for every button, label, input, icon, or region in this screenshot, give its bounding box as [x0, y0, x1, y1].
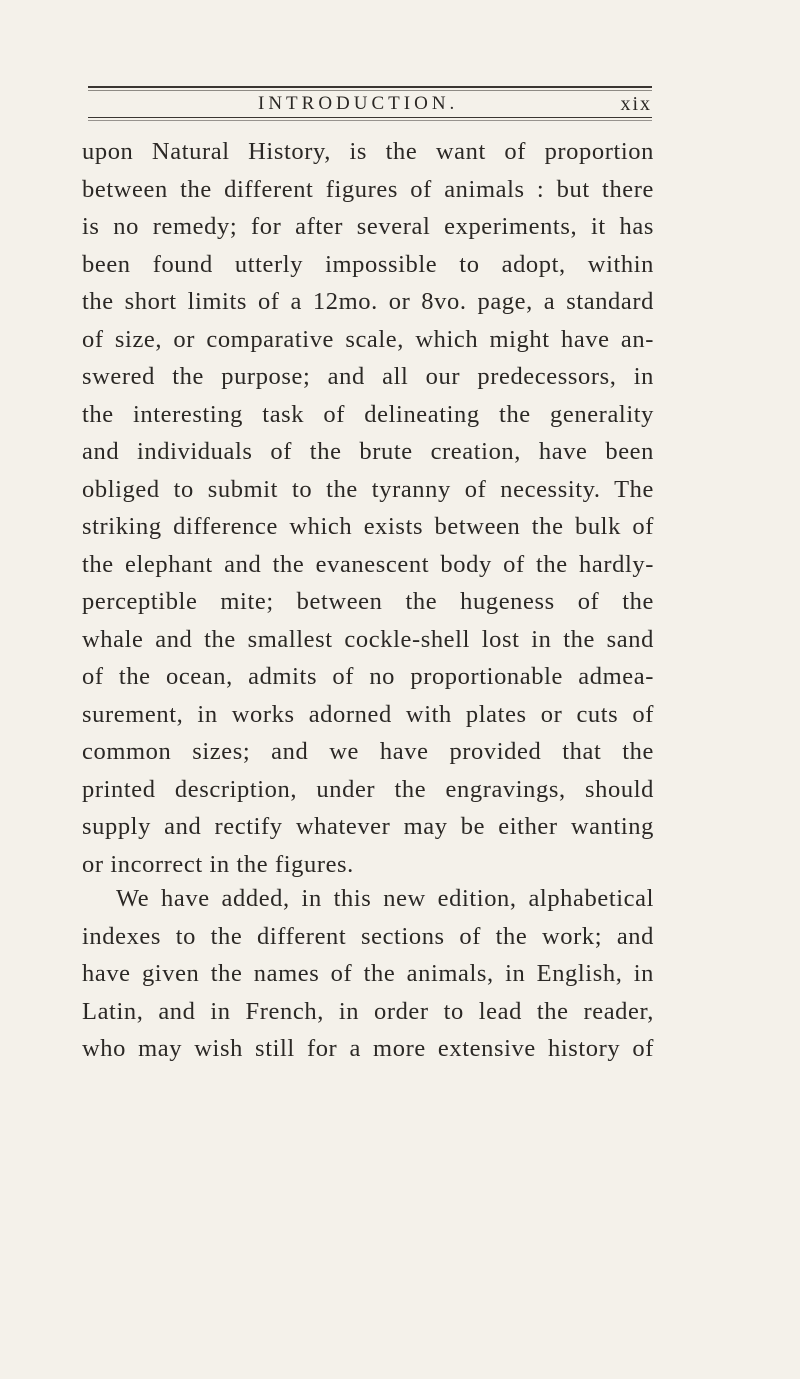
- text-line: Latin, and in French, in order to lead the reader,: [82, 997, 654, 1025]
- text-line: We have added, in this new edition, alphabetical: [116, 885, 654, 912]
- text-line: have given the names of the animals, in English, in: [82, 960, 654, 987]
- text-line: perceptible mite; between the hugeness of the: [82, 588, 654, 615]
- text-line: whale and the smallest cockle-shell lost in the sand: [82, 625, 654, 653]
- text-line: and individuals of the brute creation, have been: [82, 438, 654, 465]
- text-line: is no remedy; for after several experiments, it has: [82, 213, 654, 240]
- running-head: [88, 92, 652, 116]
- text-line: between the different figures of animals : but there: [82, 175, 654, 203]
- text-line: who may wish still for a more extensive history of: [82, 1035, 654, 1062]
- text-line: obliged to submit to the tyranny of necessity. The: [82, 475, 654, 503]
- text-line: surement, in works adorned with plates or cuts of: [82, 700, 654, 728]
- text-line: or incorrect in the figures.: [82, 850, 354, 878]
- page-number: xix: [620, 93, 652, 115]
- text-line: striking difference which exists between the bulk of: [82, 513, 654, 540]
- text-line: the elephant and the evanescent body of the hardly-: [82, 550, 654, 578]
- header-rule-top: [88, 86, 652, 88]
- text-line: of size, or comparative scale, which might have an-: [82, 325, 654, 353]
- text-line: common sizes; and we have provided that the: [82, 738, 654, 765]
- text-line: indexes to the different sections of the work; and: [82, 922, 654, 950]
- text-line: of the ocean, admits of no proportionable admea-: [82, 663, 654, 690]
- text-line: supply and rectify whatever may be either wanting: [82, 813, 654, 840]
- paragraph-1: [82, 133, 654, 883]
- text-line: swered the purpose; and all our predecessors, in: [82, 363, 654, 390]
- running-title: INTRODUCTION.: [258, 93, 459, 114]
- text-line: been found utterly impossible to adopt, within: [82, 250, 654, 278]
- header-rule-bottom-thin: [88, 120, 652, 121]
- header-rule-bottom: [88, 117, 652, 118]
- text-line: printed description, under the engravings, should: [82, 775, 654, 803]
- text-line: the interesting task of delineating the generality: [82, 400, 654, 428]
- text-line: upon Natural History, is the want of proportion: [82, 138, 654, 165]
- paragraph-2: [82, 880, 654, 1068]
- header-rule-top-thin: [88, 90, 652, 91]
- text-line: the short limits of a 12mo. or 8vo. page, a standard: [82, 288, 654, 315]
